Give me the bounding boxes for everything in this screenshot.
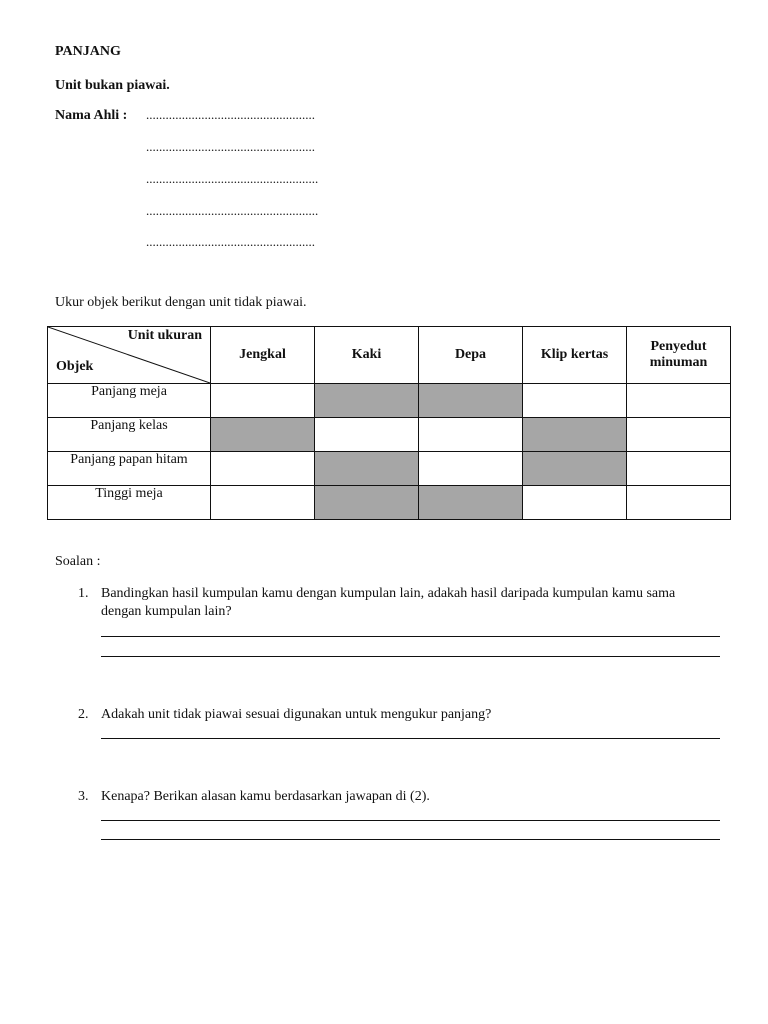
answer-line[interactable]: [101, 738, 720, 739]
shaded-cell: [523, 452, 627, 486]
table-row: [48, 486, 731, 520]
question-number: 1.: [78, 586, 89, 601]
worksheet-title: PANJANG: [55, 44, 121, 59]
shaded-cell: [523, 418, 627, 452]
shaded-cell: [419, 384, 523, 418]
shaded-cell: [315, 384, 419, 418]
question-text: Adakah unit tidak piawai sesuai digunakan untuk mengukur panjang?: [101, 707, 492, 722]
column-header: Depa: [419, 327, 523, 384]
row-label: Panjang kelas: [48, 418, 211, 452]
answer-line[interactable]: [101, 636, 720, 637]
answer-line[interactable]: [101, 820, 720, 821]
corner-unit-label: Unit ukuran: [127, 328, 202, 343]
answer-cell[interactable]: [419, 452, 523, 486]
row-label: Panjang papan hitam: [48, 452, 211, 486]
answer-cell[interactable]: [627, 486, 731, 520]
measurement-table: [47, 326, 731, 520]
answer-cell[interactable]: [627, 418, 731, 452]
column-header: Klip kertas: [523, 327, 627, 384]
column-header: Kaki: [315, 327, 419, 384]
table-row: [48, 384, 731, 418]
column-header: Penyedut minuman: [627, 327, 731, 384]
column-header: Jengkal: [211, 327, 315, 384]
shaded-cell: [315, 486, 419, 520]
member-name-line[interactable]: ....................................................: [146, 234, 315, 249]
questions-heading: Soalan :: [55, 554, 101, 569]
instruction-text: Ukur objek berikut dengan unit tidak piawai.: [55, 295, 307, 310]
question-number: 2.: [78, 707, 89, 722]
answer-cell[interactable]: [211, 486, 315, 520]
question-text: Bandingkan hasil kumpulan kamu dengan kumpulan lain, adakah hasil daripada kumpulan kamu sama dengan kumpulan lain?: [101, 586, 676, 619]
shaded-cell: [315, 452, 419, 486]
table-row: [48, 452, 731, 486]
answer-cell[interactable]: [627, 384, 731, 418]
corner-object-label: Objek: [56, 359, 94, 374]
members-label: Nama Ahli :: [55, 108, 128, 123]
member-name-line[interactable]: .....................................................: [146, 171, 319, 186]
answer-cell[interactable]: [523, 486, 627, 520]
member-name-line[interactable]: .....................................................: [146, 203, 319, 218]
shaded-cell: [419, 486, 523, 520]
answer-cell[interactable]: [523, 384, 627, 418]
answer-line[interactable]: [101, 839, 720, 840]
shaded-cell: [211, 418, 315, 452]
member-name-line[interactable]: ....................................................: [146, 139, 315, 154]
worksheet-subtitle: Unit bukan piawai.: [55, 78, 170, 93]
member-name-line[interactable]: ....................................................: [146, 107, 315, 122]
answer-cell[interactable]: [315, 418, 419, 452]
answer-cell[interactable]: [627, 452, 731, 486]
answer-cell[interactable]: [211, 452, 315, 486]
table-header-row: [48, 327, 731, 384]
table-row: [48, 418, 731, 452]
answer-cell[interactable]: [211, 384, 315, 418]
answer-line[interactable]: [101, 656, 720, 657]
row-label: Tinggi meja: [48, 486, 211, 520]
question-text: Kenapa? Berikan alasan kamu berdasarkan jawapan di (2).: [101, 789, 430, 804]
table-corner-cell: [48, 327, 211, 384]
answer-cell[interactable]: [419, 418, 523, 452]
row-label: Panjang meja: [48, 384, 211, 418]
question-number: 3.: [78, 789, 89, 804]
